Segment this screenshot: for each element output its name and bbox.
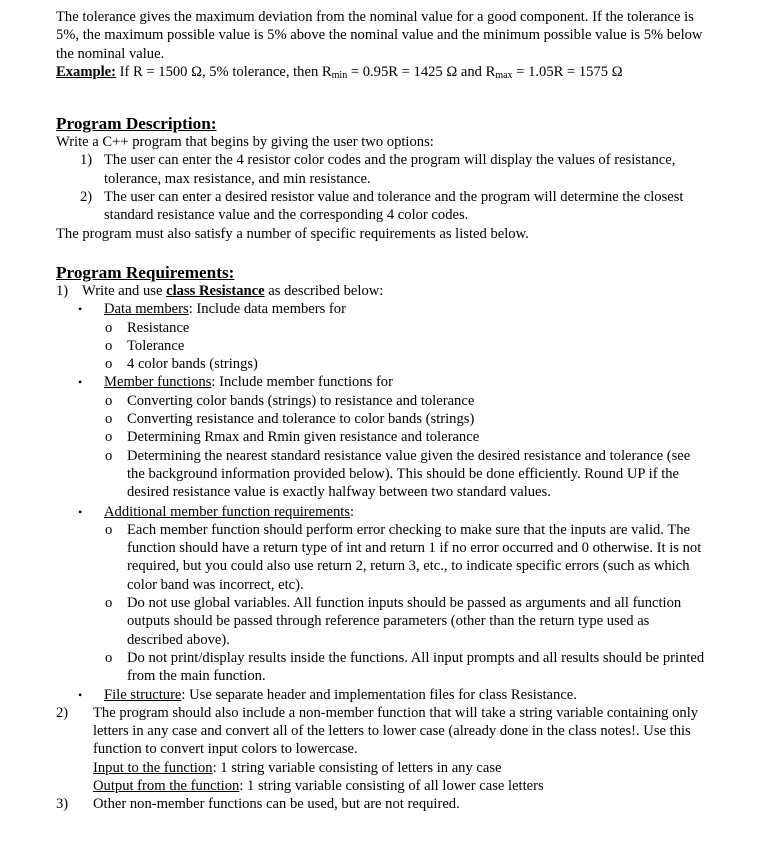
sub-item-text: Each member function should perform error checking to make sure that the inputs are valid. The function should have a return type of int and return 1 if no error occurred and 0 otherwise. It is not required, but you could also use return 2, return 3, etc., to indicate specific errors (such as which color band was incorrect, etc). <box>127 521 702 593</box>
option-item <box>56 151 706 188</box>
requirement-marker: 3) <box>56 796 69 813</box>
rmax-subscript: max <box>495 69 513 81</box>
sub-item <box>56 447 706 502</box>
example-text-b: = 0.95R = 1425 Ω and R <box>347 63 496 80</box>
description-closing: The program must also satisfy a number of specific requirements as listed below. <box>56 225 529 242</box>
sub-item-text: Converting resistance and tolerance to color bands (strings) <box>127 411 475 428</box>
circle-bullet-icon: o <box>105 337 113 354</box>
bullet-file-structure <box>56 686 706 704</box>
data-members-label: Data members <box>104 301 189 318</box>
output-label: Output from the function <box>93 777 240 794</box>
option-marker: 1) <box>80 152 93 169</box>
circle-bullet-icon: o <box>105 319 113 336</box>
sub-item <box>56 392 706 410</box>
sub-item-text: Resistance <box>127 319 190 336</box>
circle-bullet-icon: o <box>105 411 113 428</box>
option-text: The user can enter a desired resistor value and tolerance and the program will determine the closest standard resistance value and the corresponding 4 color codes. <box>104 189 684 224</box>
program-requirements-heading: Program Requirements: <box>56 262 235 282</box>
option-item <box>56 188 706 225</box>
description-intro: Write a C++ program that begins by giving the user two options: <box>56 134 434 151</box>
function-output-line <box>56 777 706 795</box>
output-text: : 1 string variable consisting of all lower case letters <box>239 777 544 794</box>
sub-item <box>56 521 706 594</box>
input-label: Input to the function <box>93 759 213 776</box>
requirement-marker: 2) <box>56 704 69 721</box>
requirement-2 <box>56 704 706 759</box>
input-text: : 1 string variable consisting of letters in any case <box>212 759 502 776</box>
function-input-line <box>56 759 706 777</box>
file-structure-text: : Use separate header and implementation files for class Resistance. <box>181 686 577 703</box>
program-description-heading: Program Description: <box>56 114 217 134</box>
bullet-member-functions <box>56 373 706 391</box>
bullet-icon: • <box>78 375 83 390</box>
requirement-text: as described below: <box>264 282 384 299</box>
additional-requirements-text: : <box>350 503 355 520</box>
sub-item-text: Tolerance <box>127 337 185 354</box>
sub-item <box>56 355 706 373</box>
sub-item <box>56 319 706 337</box>
bullet-icon: • <box>78 302 83 317</box>
sub-item <box>56 410 706 428</box>
sub-item <box>56 649 706 686</box>
requirement-1 <box>56 282 706 300</box>
circle-bullet-icon: o <box>105 595 113 612</box>
option-text: The user can enter the 4 resistor color codes and the program will display the values of resistance, tolerance, max resistance, and min resistance. <box>104 152 676 187</box>
document <box>56 8 706 814</box>
example-text-a: If R = 1500 Ω, 5% tolerance, then R <box>116 63 332 80</box>
sub-item-text: 4 color bands (strings) <box>127 356 258 373</box>
sub-item-text: Do not use global variables. All function inputs should be passed as arguments and all function outputs should be passed through reference parameters (other than the return type used as described above). <box>127 595 682 648</box>
member-functions-label: Member functions <box>104 374 212 391</box>
file-structure-label: File structure <box>104 686 182 703</box>
circle-bullet-icon: o <box>105 649 113 666</box>
requirement-marker: 1) <box>56 282 69 299</box>
tolerance-paragraph: The tolerance gives the maximum deviation from the nominal value for a good component. If the tolerance is 5%, the maximum possible value is 5% above the nominal value and the minimum possible value is 5% below the nominal value. <box>56 9 703 62</box>
sub-item <box>56 428 706 446</box>
sub-item-text: Determining the nearest standard resistance value given the desired resistance and tolerance (see the background information provided below). This should be done efficiently. Round UP if the desired resistance value is exactly halfway between two standard values. <box>127 447 691 501</box>
bullet-data-members <box>56 300 706 318</box>
sub-item-text: Converting color bands (strings) to resistance and tolerance <box>127 392 475 409</box>
class-name: class Resistance <box>166 282 265 299</box>
option-marker: 2) <box>80 189 93 206</box>
circle-bullet-icon: o <box>105 356 113 373</box>
example-text-c: = 1.05R = 1575 Ω <box>512 63 623 80</box>
sub-item <box>56 337 706 355</box>
rmin-subscript: min <box>331 69 348 81</box>
sub-item <box>56 594 706 649</box>
member-functions-text: : Include member functions for <box>211 374 393 391</box>
additional-requirements-label: Additional member function requirements <box>104 503 350 520</box>
requirement-text: Other non-member functions can be used, but are not required. <box>93 796 460 813</box>
example-label: Example: <box>56 63 116 80</box>
bullet-icon: • <box>78 504 83 519</box>
sub-item-text: Do not print/display results inside the functions. All input prompts and all results should be printed from the main function. <box>127 649 705 685</box>
requirement-text: The program should also include a non-member function that will take a string variable containing only letters in any case and convert all of the letters to lower case (already done in the class notes!. Use this function to convert input colors to lowercase. <box>93 704 699 758</box>
circle-bullet-icon: o <box>105 392 113 409</box>
data-members-text: : Include data members for <box>188 301 346 318</box>
circle-bullet-icon: o <box>105 429 113 446</box>
circle-bullet-icon: o <box>105 447 113 464</box>
sub-item-text: Determining Rmax and Rmin given resistance and tolerance <box>127 429 480 446</box>
example-line <box>56 63 706 81</box>
requirement-3 <box>56 795 706 813</box>
requirement-text: Write and use <box>82 282 167 299</box>
bullet-additional-requirements <box>56 503 706 521</box>
bullet-icon: • <box>78 687 83 702</box>
circle-bullet-icon: o <box>105 521 113 538</box>
